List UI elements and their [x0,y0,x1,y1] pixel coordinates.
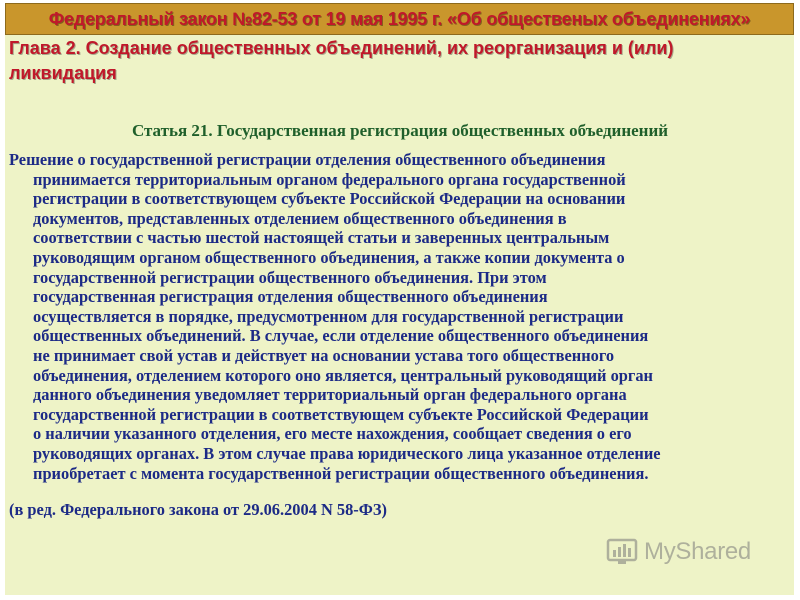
chapter-heading-panel [5,35,794,89]
article-body-line: государственной регистрации общественного объединения. При этом [33,267,547,287]
article-body-line: руководящих органах. В этом случае права юридического лица указанное отделение [33,443,661,463]
article-body-line: данного объединения уведомляет территориальный орган федерального органа [33,385,627,405]
article-body-line: о наличии указанного отделения, его месте нахождения, сообщает сведения о его [33,424,632,444]
law-title-banner [5,3,794,35]
article-body-line: документов, представленных отделением общественного объединения в [33,208,567,228]
article-body [9,150,790,483]
article-body-line: соответствии с частью шестой настоящей статьи и заверенных центральным [33,228,610,248]
article-body-line: общественных объединений. В случае, если отделение общественного объединения [33,326,649,346]
article-body-line: Решение о государственной регистрации отделения общественного объединения [9,150,606,169]
article-body-line: регистрации в соответствующем субъекте Российской Федерации на основании [33,189,626,209]
watermark-text: MyShared [644,538,751,565]
article-body-line: руководящим органом общественного объединения, а также копии документа о [33,247,625,267]
law-title: Федеральный закон №82-53 от 19 мая 1995 г. «Об общественых объединениях» [48,8,751,29]
article-body-line: осуществляется в порядке, предусмотренном для государственной регистрации [33,306,624,326]
article-body-line: приобретает с момента государственной регистрации общественного объединения. [33,463,649,483]
article-body-line: государственная регистрация отделения общественного объединения [33,287,548,307]
chapter-heading-line-1: Глава 2. Создание общественных объединений, их реорганизация и (или) [9,38,674,58]
article-body-line: не принимает свой устав и действует на основании устава того общественного [33,345,615,365]
myshared-watermark [606,538,751,566]
article-body-line: принимается территориальным органом федерального органа государственной [33,169,626,189]
article-title: Статья 21. Государственная регистрация общественных объединений [131,121,669,140]
myshared-logo-icon [606,538,638,566]
amendment-note: (в ред. Федерального закона от 29.06.2004 N 58-ФЗ) [9,500,387,519]
article-body-line: государственной регистрации в соответствующем субъекте Российской Федерации [33,404,649,424]
article-body-line: объединения, отделением которого оно является, центральный руководящий орган [33,365,653,385]
chapter-heading [9,36,790,86]
chapter-heading-line-2: ликвидация [9,63,117,83]
